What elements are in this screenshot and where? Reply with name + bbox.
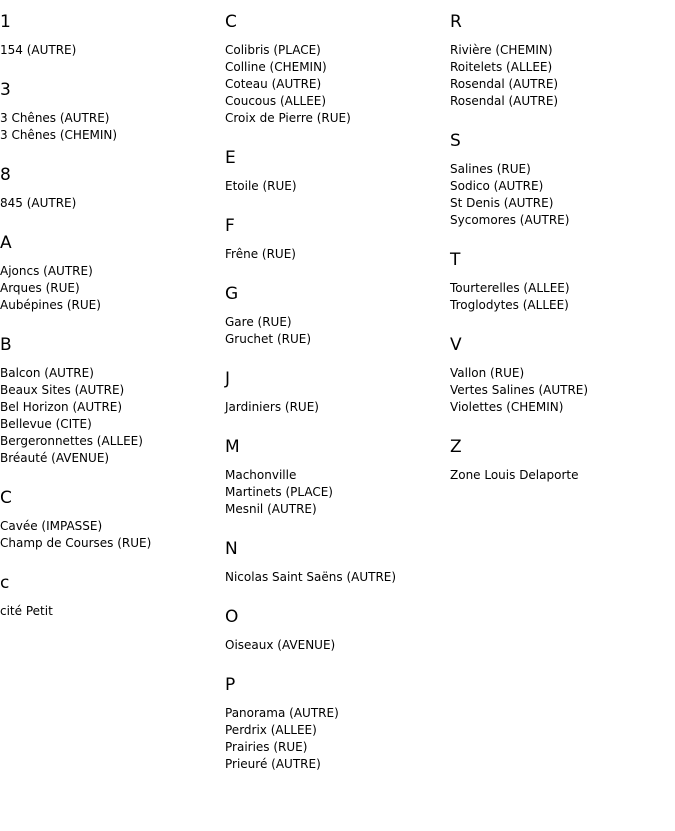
street-list-item [225, 484, 450, 501]
street-link[interactable]: Vertes Salines (AUTRE) [450, 383, 589, 397]
street-list-item [450, 76, 675, 93]
letter-heading: F [225, 216, 235, 236]
street-link[interactable]: Balcon (AUTRE) [0, 366, 94, 380]
letter-heading: N [225, 539, 238, 559]
street-list-item [225, 42, 450, 59]
street-list [0, 263, 225, 314]
street-list-item [450, 365, 675, 382]
street-list-item [0, 42, 225, 59]
street-list [0, 603, 225, 620]
street-link[interactable]: Cavée (IMPASSE) [0, 519, 103, 533]
letter-group [225, 215, 450, 263]
street-list [0, 195, 225, 212]
street-link[interactable]: Oiseaux (AVENUE) [225, 638, 336, 652]
letter-heading: A [0, 233, 12, 253]
street-list [225, 467, 450, 518]
street-link[interactable]: St Denis (AUTRE) [450, 196, 554, 210]
letter-heading: R [450, 12, 462, 32]
street-list-item [0, 433, 225, 450]
street-index-column-2 [225, 0, 450, 793]
street-list-item [450, 467, 675, 484]
street-list-item [0, 365, 225, 382]
street-list-item [225, 705, 450, 722]
street-link[interactable]: Salines (RUE) [450, 162, 531, 176]
street-list [225, 314, 450, 348]
street-link[interactable]: Rosendal (AUTRE) [450, 77, 559, 91]
letter-heading: G [225, 284, 239, 304]
street-link[interactable]: Coteau (AUTRE) [225, 77, 322, 91]
street-list-item [0, 450, 225, 467]
street-link[interactable]: Prairies (RUE) [225, 740, 308, 754]
letter-group [225, 674, 450, 773]
street-link[interactable]: Champ de Courses (RUE) [0, 536, 152, 550]
street-list-item [0, 603, 225, 620]
street-link[interactable]: Nicolas Saint Saëns (AUTRE) [225, 570, 397, 584]
street-list-item [0, 382, 225, 399]
street-link[interactable]: Bellevue (CITE) [0, 417, 92, 431]
street-link[interactable]: 154 (AUTRE) [0, 43, 77, 57]
letter-group [0, 487, 225, 552]
letter-group [450, 436, 675, 484]
street-link[interactable]: Sycomores (AUTRE) [450, 213, 570, 227]
street-list [225, 246, 450, 263]
street-list [225, 178, 450, 195]
street-link[interactable]: cité Petit [0, 604, 53, 618]
street-list [225, 399, 450, 416]
street-link[interactable]: Violettes (CHEMIN) [450, 400, 564, 414]
street-link[interactable]: Colibris (PLACE) [225, 43, 321, 57]
letter-group [225, 538, 450, 586]
street-index-column-3 [450, 0, 675, 504]
letter-group [225, 436, 450, 518]
street-list [0, 42, 225, 59]
letter-group [0, 232, 225, 314]
street-link[interactable]: Etoile (RUE) [225, 179, 297, 193]
letter-heading: B [0, 335, 12, 355]
street-list-item [0, 399, 225, 416]
street-index-column-1 [0, 0, 225, 640]
letter-heading: 1 [0, 12, 11, 32]
street-list-item [225, 756, 450, 773]
street-link[interactable]: Croix de Pierre (RUE) [225, 111, 351, 125]
street-list-item [450, 297, 675, 314]
letter-heading: T [450, 250, 461, 270]
street-list-item [0, 518, 225, 535]
street-list-item [450, 195, 675, 212]
street-link[interactable]: Martinets (PLACE) [225, 485, 333, 499]
street-list [450, 365, 675, 416]
street-link[interactable]: Frêne (RUE) [225, 247, 296, 261]
street-list [225, 42, 450, 127]
letter-group [450, 130, 675, 229]
street-list-item [225, 76, 450, 93]
street-link[interactable]: Gare (RUE) [225, 315, 292, 329]
letter-heading: c [0, 573, 10, 593]
street-link[interactable]: Coucous (ALLEE) [225, 94, 327, 108]
letter-heading: E [225, 148, 236, 168]
letter-group [0, 572, 225, 620]
street-list [0, 110, 225, 144]
letter-heading: 8 [0, 165, 11, 185]
street-list [450, 161, 675, 229]
street-list-item [225, 110, 450, 127]
letter-heading: O [225, 607, 239, 627]
street-list-item [0, 280, 225, 297]
letter-group [450, 249, 675, 314]
street-list-item [225, 637, 450, 654]
street-link[interactable]: Rivière (CHEMIN) [450, 43, 553, 57]
street-list-item [225, 93, 450, 110]
street-list-item [225, 178, 450, 195]
street-link[interactable]: Bréauté (AVENUE) [0, 451, 110, 465]
street-list-item [225, 59, 450, 76]
street-list-item [450, 59, 675, 76]
street-list-item [225, 399, 450, 416]
street-list-item [450, 280, 675, 297]
letter-group [0, 164, 225, 212]
street-list [0, 518, 225, 552]
letter-heading: M [225, 437, 240, 457]
letter-group [225, 283, 450, 348]
street-list [0, 365, 225, 467]
street-list-item [450, 161, 675, 178]
street-list [450, 42, 675, 110]
street-list-item [225, 467, 450, 484]
letter-group [225, 368, 450, 416]
street-list-item [225, 569, 450, 586]
street-link[interactable]: Sodico (AUTRE) [450, 179, 544, 193]
street-list [450, 280, 675, 314]
street-list-item [225, 501, 450, 518]
street-list-item [0, 297, 225, 314]
street-list-item [225, 331, 450, 348]
street-list-item [450, 212, 675, 229]
street-link[interactable]: Ajoncs (AUTRE) [0, 264, 93, 278]
street-list-item [225, 739, 450, 756]
letter-group [225, 606, 450, 654]
street-link[interactable]: Gruchet (RUE) [225, 332, 312, 346]
letter-heading: V [450, 335, 462, 355]
letter-heading: C [225, 12, 237, 32]
street-list [225, 637, 450, 654]
letter-group [0, 334, 225, 467]
street-link[interactable]: Prieuré (AUTRE) [225, 757, 321, 771]
letter-group [0, 11, 225, 59]
street-link[interactable]: Colline (CHEMIN) [225, 60, 327, 74]
street-list-item [450, 42, 675, 59]
street-link[interactable]: Vallon (RUE) [450, 366, 525, 380]
street-link[interactable]: Bel Horizon (AUTRE) [0, 400, 123, 414]
street-list-item [0, 127, 225, 144]
street-link[interactable]: Machonville [225, 468, 297, 482]
letter-group [225, 147, 450, 195]
street-link[interactable]: Aubépines (RUE) [0, 298, 101, 312]
street-link[interactable]: Zone Louis Delaporte [450, 468, 579, 482]
street-list [225, 569, 450, 586]
street-link[interactable]: 3 Chênes (AUTRE) [0, 111, 110, 125]
letter-heading: 3 [0, 80, 11, 100]
letter-heading: J [225, 369, 231, 389]
street-list-item [225, 722, 450, 739]
letter-group [225, 11, 450, 127]
street-list [450, 467, 675, 484]
street-list-item [0, 110, 225, 127]
street-list-item [0, 195, 225, 212]
street-link[interactable]: Tourterelles (ALLEE) [450, 281, 570, 295]
street-link[interactable]: Panorama (AUTRE) [225, 706, 339, 720]
street-list-item [225, 246, 450, 263]
street-link[interactable]: 845 (AUTRE) [0, 196, 77, 210]
letter-heading: P [225, 675, 236, 695]
street-link[interactable]: Beaux Sites (AUTRE) [0, 383, 125, 397]
letter-group [450, 334, 675, 416]
street-link[interactable]: Troglodytes (ALLEE) [450, 298, 569, 312]
letter-group [450, 11, 675, 110]
letter-heading: Z [450, 437, 462, 457]
street-list-item [450, 399, 675, 416]
street-link[interactable]: Jardiniers (RUE) [225, 400, 319, 414]
street-list-item [450, 382, 675, 399]
street-link[interactable]: 3 Chênes (CHEMIN) [0, 128, 118, 142]
letter-heading: C [0, 488, 12, 508]
letter-heading: S [450, 131, 461, 151]
street-link[interactable]: Bergeronnettes (ALLEE) [0, 434, 143, 448]
street-link[interactable]: Arques (RUE) [0, 281, 80, 295]
street-list-item [0, 535, 225, 552]
street-link[interactable]: Perdrix (ALLEE) [225, 723, 317, 737]
street-list [225, 705, 450, 773]
street-list-item [0, 416, 225, 433]
street-list-item [0, 263, 225, 280]
street-list-item [225, 314, 450, 331]
street-list-item [450, 178, 675, 195]
street-link[interactable]: Mesnil (AUTRE) [225, 502, 317, 516]
street-link[interactable]: Roitelets (ALLEE) [450, 60, 553, 74]
street-link[interactable]: Rosendal (AUTRE) [450, 94, 559, 108]
letter-group [0, 79, 225, 144]
street-list-item [450, 93, 675, 110]
